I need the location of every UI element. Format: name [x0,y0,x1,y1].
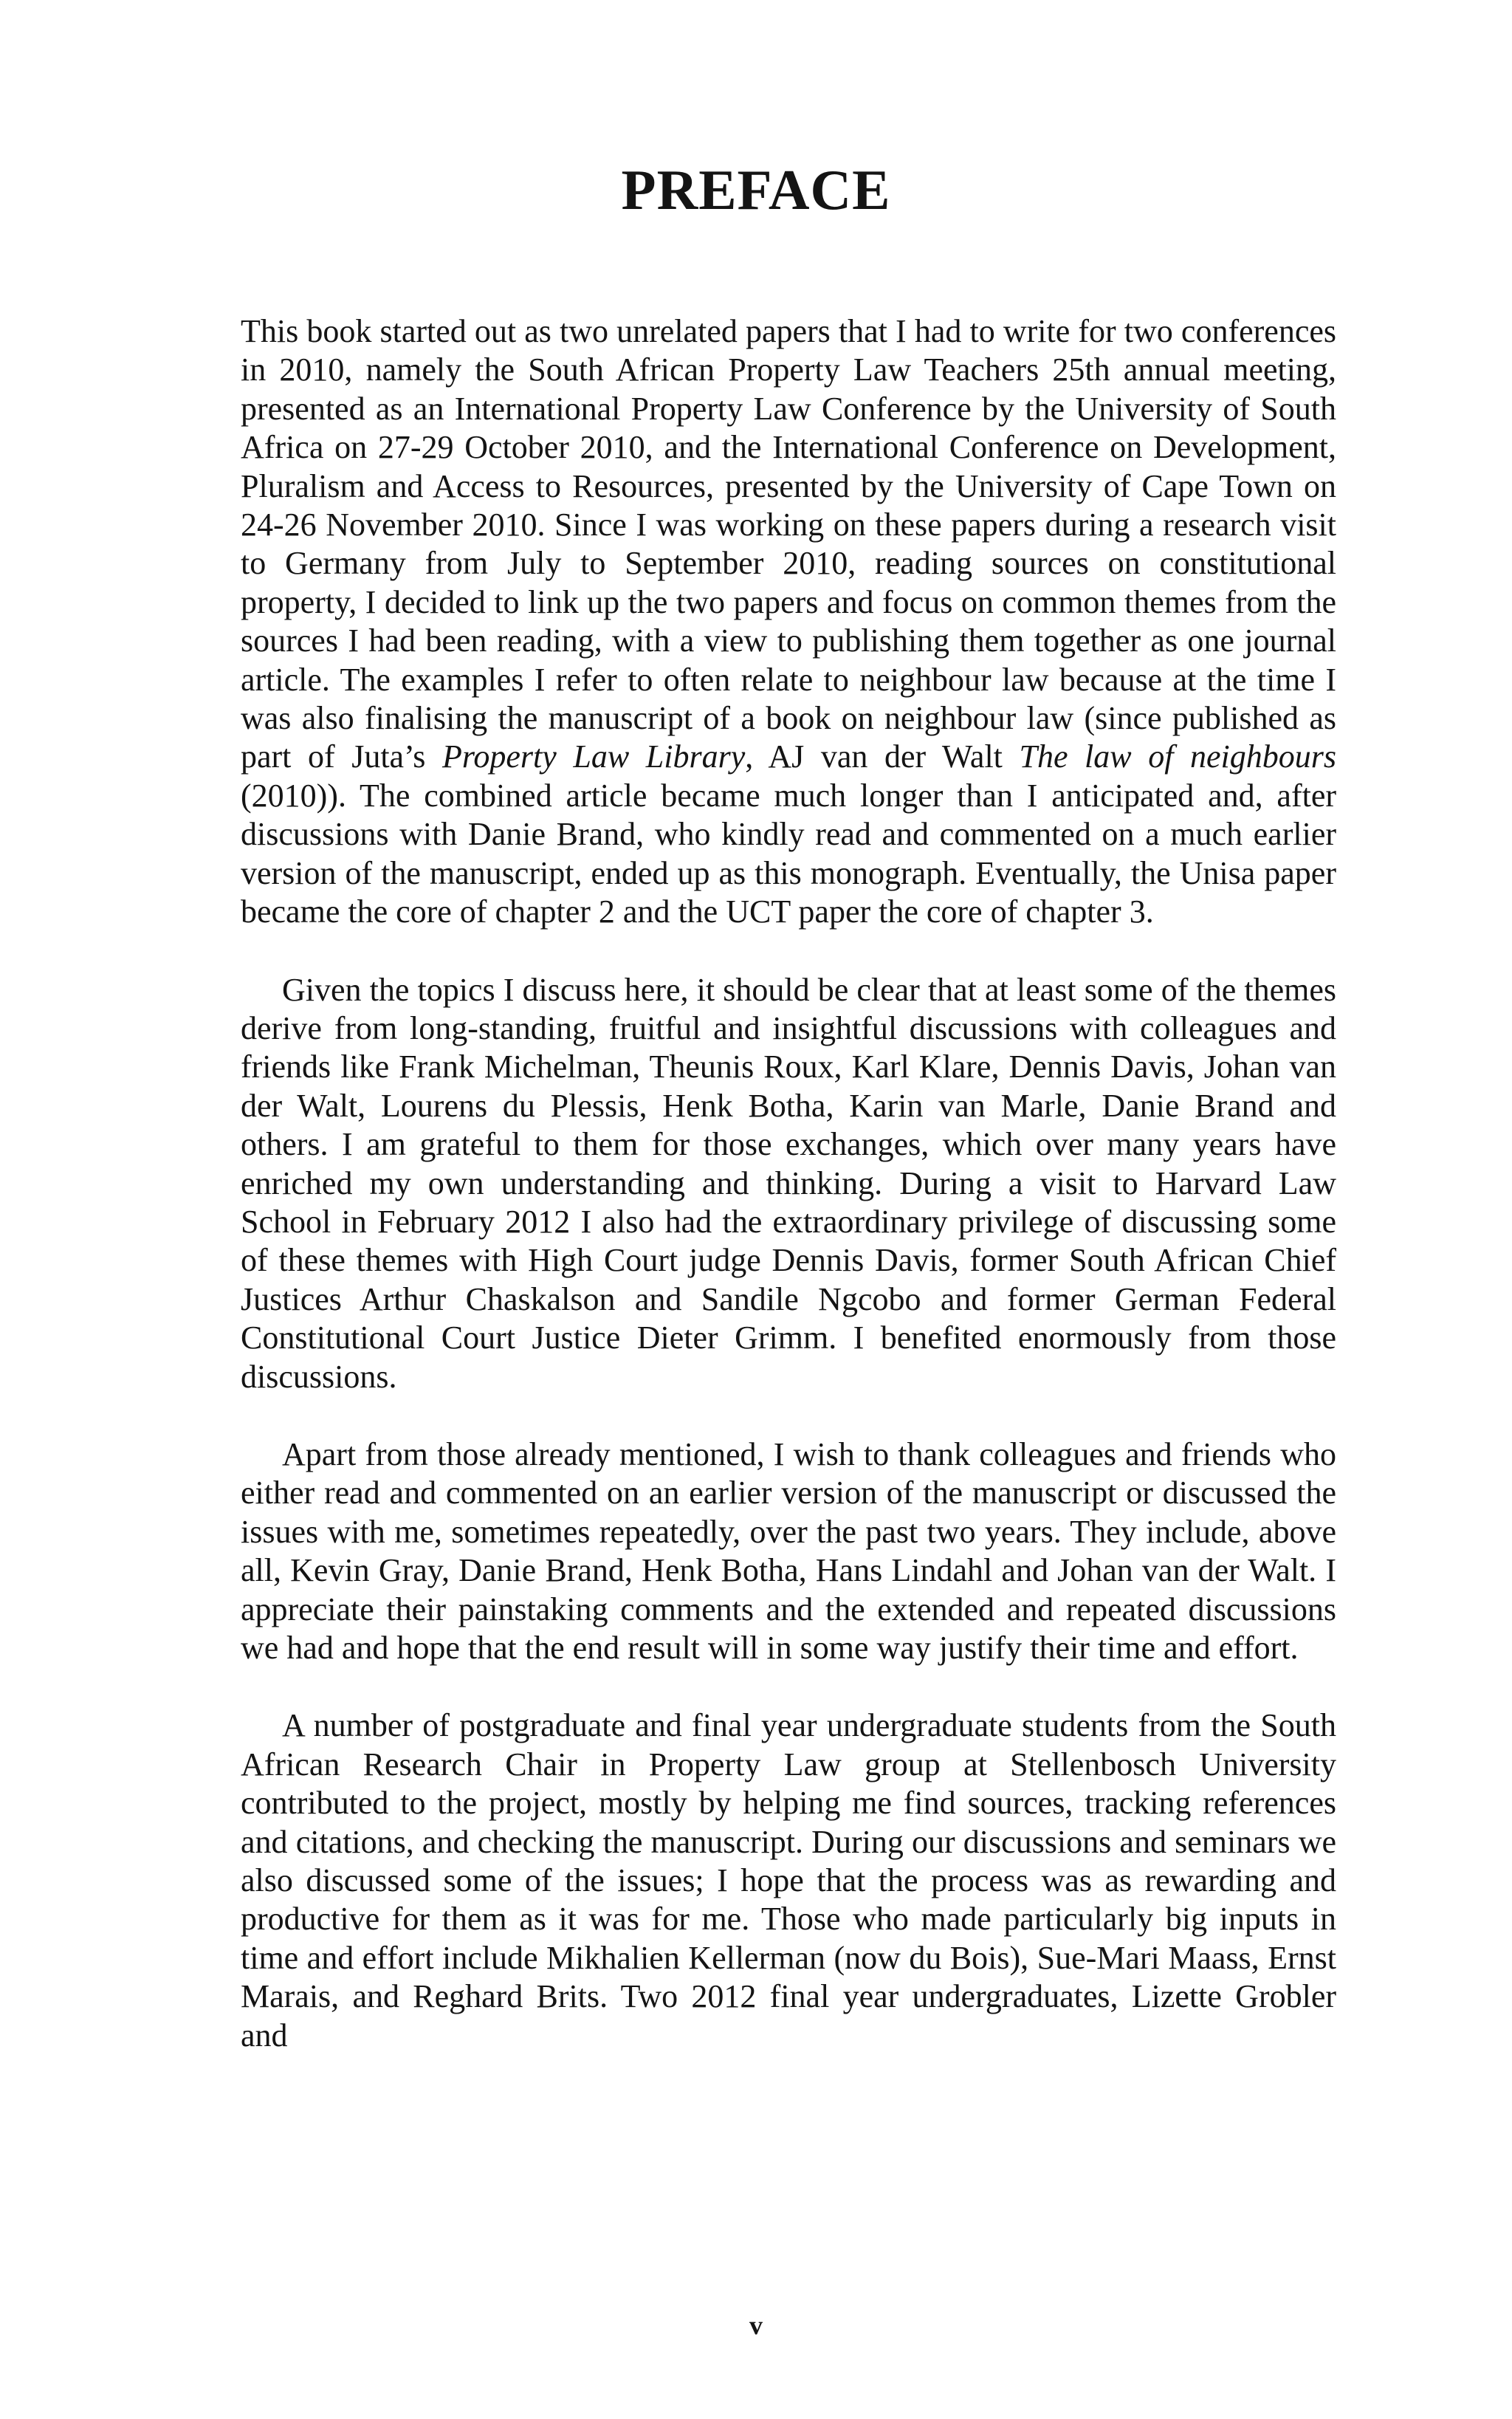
paragraph-1-text-3: (2010)). The combined article became much longer than I anticipated and, after discussions with Danie Brand, who kindly read and commented on a much earlier version of the manuscript, ended up as this monograph. Eventually, the Unisa paper became the core of chapter 2 and the UCT paper the core of chapter 3. [241,777,1336,930]
page-title: PREFACE [621,158,891,222]
paragraph-1-text-1: This book started out as two unrelated papers that I had to write for two conferences in 2010, namely the South African Property Law Teachers 25th annual meeting, presented as an International Property Law Conference by the University of South Africa on 27-29 October 2010, and the International Conference on Development, Pluralism and Access to Resources, presented by the University of Cape Town on 24-26 November 2010. Since I was working on these papers during a research visit to Germany from July to September 2010, reading sources on constitutional property, I decided to link up the two papers and focus on common themes from the sources I had been reading, with a view to publishing them together as one journal article. The examples I refer to often relate to neighbour law because at the time I was also finalising the manuscript of a book on neighbour law (since published as part of Juta’s [241,313,1336,775]
paragraph-1-italic-book-title: The law of neighbours [1019,738,1337,775]
paragraph-3 [241,1435,1336,1667]
paragraph-4-text: A number of postgraduate and final year undergraduate students from the South African Research Chair in Property Law group at Stellenbosch University contributed to the project, mostly by helping me find sources, tracking references and citations, and checking the manuscript. During our discussions and seminars we also discussed some of the issues; I hope that the process was as rewarding and productive for them as it was for me. Those who made particularly big inputs in time and effort include Mikhalien Kellerman (now du Bois), Sue-Mari Maass, Ernst Marais, and Reghard Brits. Two 2012 final year undergraduates, Lizette Grobler and [241,1707,1336,2053]
paragraph-3-text: Apart from those already mentioned, I wish to thank colleagues and friends who either read and commented on an earlier version of the manuscript or discussed the issues with me, sometimes repeatedly, over the past two years. They include, above all, Kevin Gray, Danie Brand, Henk Botha, Hans Lindahl and Johan van der Walt. I appreciate their painstaking comments and the extended and repeated discussions we had and hope that the end result will in some way justify their time and effort. [241,1435,1336,1666]
preface-body [241,312,1336,2094]
paragraph-4 [241,1706,1336,2055]
paragraph-2-text: Given the topics I discuss here, it should be clear that at least some of the themes derive from long-standing, fruitful and insightful discussions with colleagues and friends like Frank Michelman, Theunis Roux, Karl Klare, Dennis Davis, Johan van der Walt, Lourens du Plessis, Henk Botha, Karin van Marle, Danie Brand and others. I am grateful to them for those exchanges, which over many years have enriched my own understanding and thinking. During a visit to Harvard Law School in February 2012 I also had the extraordinary privilege of discussing some of these themes with High Court judge Dennis Davis, former South African Chief Justices Arthur Chaskalson and Sandile Ngcobo and former German Federal Constitutional Court Justice Dieter Grimm. I benefited enormously from those discussions. [241,971,1336,1395]
page-number: v [749,2310,763,2340]
paragraph-1 [241,312,1336,932]
paragraph-1-italic-series-title: Property Law Library [442,738,746,775]
paragraph-2 [241,971,1336,1396]
paragraph-1-text-2: , AJ van der Walt [745,738,1020,775]
